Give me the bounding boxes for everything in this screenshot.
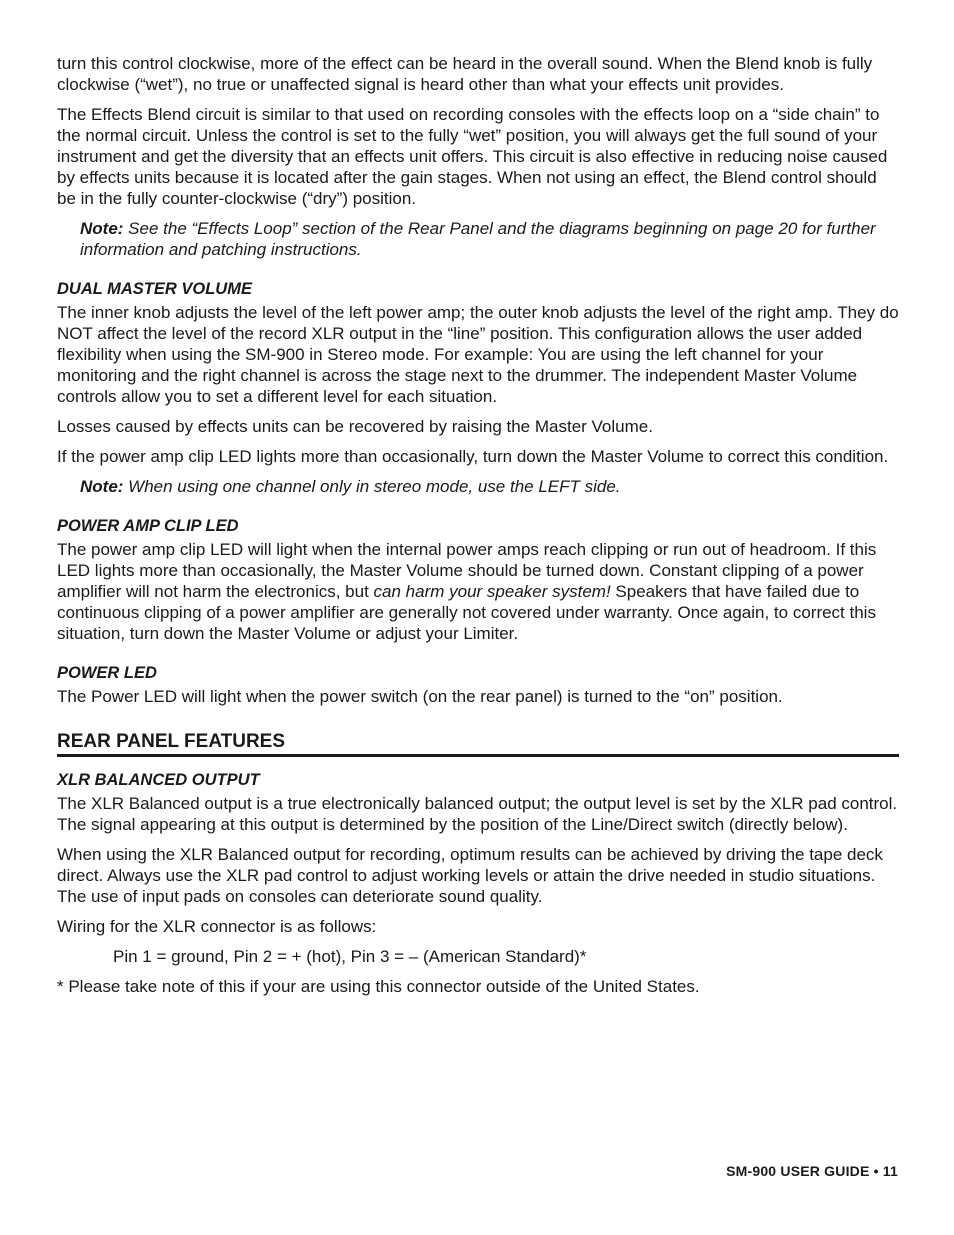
page-body [57,53,899,1006]
intro-paragraph-1: turn this control clockwise, more of the effect can be heard in the overall sound. When the Blend knob is fully clockwise (“wet”), no true or unaffected signal is heard other than what your effects unit provides. [57,54,873,94]
power-led-heading: POWER LED [57,664,157,682]
xlr-paragraph-2: When using the XLR Balanced output for recording, optimum results can be achieved by driving the tape deck direct. Always use the XLR pad control to adjust working levels or attain the drive needed in studio situations. The use of input pads on consoles can deteriorate sound quality. [57,845,883,906]
note-text: See the “Effects Loop” section of the Rear Panel and the diagrams beginning on page 20 for further information and patching instructions. [80,219,876,259]
clip-led-text-b: Speakers that have failed due to continuous clipping of a power amplifier are generally not covered under warranty. Once again, to correct this situation, turn down the Master Volume or adjust your Limiter. [57,582,876,643]
clip-led-paragraph [57,539,899,644]
speaker-warning: can harm your speaker system! [373,582,611,601]
xlr-paragraph-1: The XLR Balanced output is a true electronically balanced output; the output level is set by the XLR pad control. The signal appearing at this output is determined by the position of the Line/Direct switch (directly below). [57,794,898,834]
dual-master-paragraph-2: Losses caused by effects units can be recovered by raising the Master Volume. [57,417,653,436]
dual-master-paragraph-1: The inner knob adjusts the level of the left power amp; the outer knob adjusts the level of the right amp. They do NOT affect the level of the record XLR output in the “line” position. This configuration allows the user added flexibility when using the SM-900 in Stereo mode. For example: You are using the left channel for your monitoring and the right channel is across the stage next to the drummer. The independent Master Volume controls allow you to set a different level for each situation. [57,303,899,406]
intro-paragraph-2: The Effects Blend circuit is similar to that used on recording consoles with the effects loop on a “side chain” to the normal circuit. Unless the control is set to the fully “wet” position, you will always get the full sound of your instrument and get the diversity that an effects unit offers. This circuit is also effective in reducing noise caused by effects units because it is located after the gain stages. When not using an effect, the Blend control should be in the fully counter-clockwise (“dry”) position. [57,105,888,208]
page-footer: SM-900 USER GUIDE • 11 [726,1163,898,1179]
stereo-mode-note [80,476,899,497]
power-led-paragraph: The Power LED will light when the power switch (on the rear panel) is turned to the “on” position. [57,687,783,706]
xlr-wiring: Pin 1 = ground, Pin 2 = + (hot), Pin 3 = – (American Standard)* [113,947,587,966]
note-text: When using one channel only in stereo mode, use the LEFT side. [123,477,621,496]
rear-panel-features-heading: REAR PANEL FEATURES [57,731,899,757]
clip-led-text-a: The power amp clip LED will light when the internal power amps reach clipping or run out of headroom. If this LED lights more than occasionally, the Master Volume should be turned down. Constant clipping of a power amplifier will not harm the electronics, but [57,540,877,601]
xlr-paragraph-3: Wiring for the XLR connector is as follows: [57,917,377,936]
dual-master-volume-heading: DUAL MASTER VOLUME [57,280,252,298]
xlr-balanced-output-heading: XLR BALANCED OUTPUT [57,771,260,789]
effects-loop-note [80,218,899,260]
note-label: Note: [80,219,124,238]
power-amp-clip-led-heading: POWER AMP CLIP LED [57,517,239,535]
note-label: Note: [80,477,124,496]
xlr-footnote: * Please take note of this if your are using this connector outside of the United States. [57,977,700,996]
dual-master-paragraph-3: If the power amp clip LED lights more than occasionally, turn down the Master Volume to correct this condition. [57,447,889,466]
